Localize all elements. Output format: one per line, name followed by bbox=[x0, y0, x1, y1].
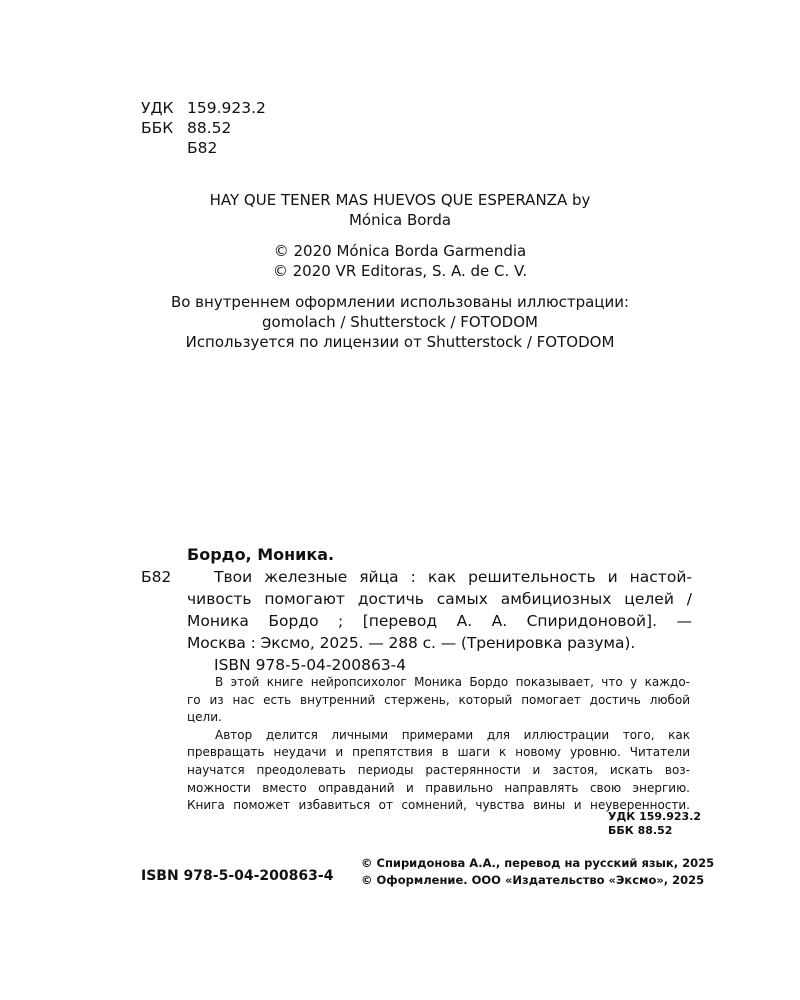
bib-line-1: Твои железные яйца : как решительность и настой- bbox=[214, 568, 692, 586]
author-mark-row bbox=[141, 138, 217, 158]
annotation-p2-line5: Книга поможет избавиться от сомнений, чувства вины и неуверенности. bbox=[187, 798, 690, 813]
bib-isbn: ISBN 978-5-04-200863-4 bbox=[214, 656, 407, 674]
illustrations-line-2: gomolach / Shutterstock / FOTODOM bbox=[262, 313, 538, 331]
footer-bbk: ББК 88.52 bbox=[608, 824, 673, 837]
bib-line-2: чивость помогают достичь самых амбициозных целей / bbox=[187, 590, 692, 608]
bbk-label: ББК bbox=[141, 119, 174, 137]
annotation-p1-line3: цели. bbox=[187, 710, 222, 725]
annotation-p2-line2: превращать неудачи и препятствия в шаги к новому уровню. Читатели bbox=[187, 745, 690, 760]
bib-line-4: Москва : Эксмо, 2025. — 288 с. — (Тренировка разума). bbox=[187, 634, 636, 652]
original-copyright-1: © 2020 Mónica Borda Garmendia bbox=[273, 242, 527, 260]
copyright-translation: © Спиридонова А.А., перевод на русский язык, 2025 bbox=[361, 856, 715, 870]
footer-isbn: ISBN 978-5-04-200863-4 bbox=[141, 868, 334, 884]
bbk-value: 88.52 bbox=[187, 119, 232, 137]
original-title-line2: Mónica Borda bbox=[348, 211, 452, 229]
footer-udk: УДК 159.923.2 bbox=[608, 810, 702, 823]
udk-value: 159.923.2 bbox=[187, 99, 266, 117]
author-mark: Б82 bbox=[187, 139, 218, 157]
copyright-design: © Оформление. ООО «Издательство «Эксмо», 2025 bbox=[361, 873, 705, 887]
illustrations-credit-block bbox=[0, 292, 800, 352]
udk-label: УДК bbox=[141, 99, 174, 117]
bbk-row bbox=[141, 118, 231, 138]
original-copyright-2: © 2020 VR Editoras, S. A. de C. V. bbox=[272, 262, 528, 280]
annotation-p1-line2: го из нас есть внутренний стержень, который помогает достичь любой bbox=[187, 692, 690, 707]
bib-line-3: Моника Бордо ; [перевод А. А. Спиридоновой]. — bbox=[187, 612, 692, 630]
annotation-p2-line1: Автор делится личными примерами для иллюстрации того, как bbox=[215, 727, 690, 742]
illustrations-line-1: Во внутреннем оформлении использованы иллюстрации: bbox=[170, 293, 630, 311]
bib-mark: Б82 bbox=[141, 568, 172, 586]
original-title-line1: HAY QUE TENER MAS HUEVOS QUE ESPERANZA by bbox=[209, 191, 591, 209]
udk-row bbox=[141, 98, 266, 118]
original-title-block bbox=[0, 190, 800, 230]
illustrations-line-3: Используется по лицензии от Shutterstock / FOTODOM bbox=[185, 333, 615, 351]
annotation-p2-line3: научатся преодолевать периоды растерянности и застоя, искать воз- bbox=[187, 763, 690, 777]
annotation-p1-line1: В этой книге нейропсихолог Моника Бордо показывает, что у каждо- bbox=[215, 675, 690, 689]
bib-author: Бордо, Моника. bbox=[187, 545, 335, 564]
original-copyright-block bbox=[0, 241, 800, 281]
annotation-p2-line4: можности вместо оправданий и правильно направлять свою энергию. bbox=[187, 780, 690, 795]
